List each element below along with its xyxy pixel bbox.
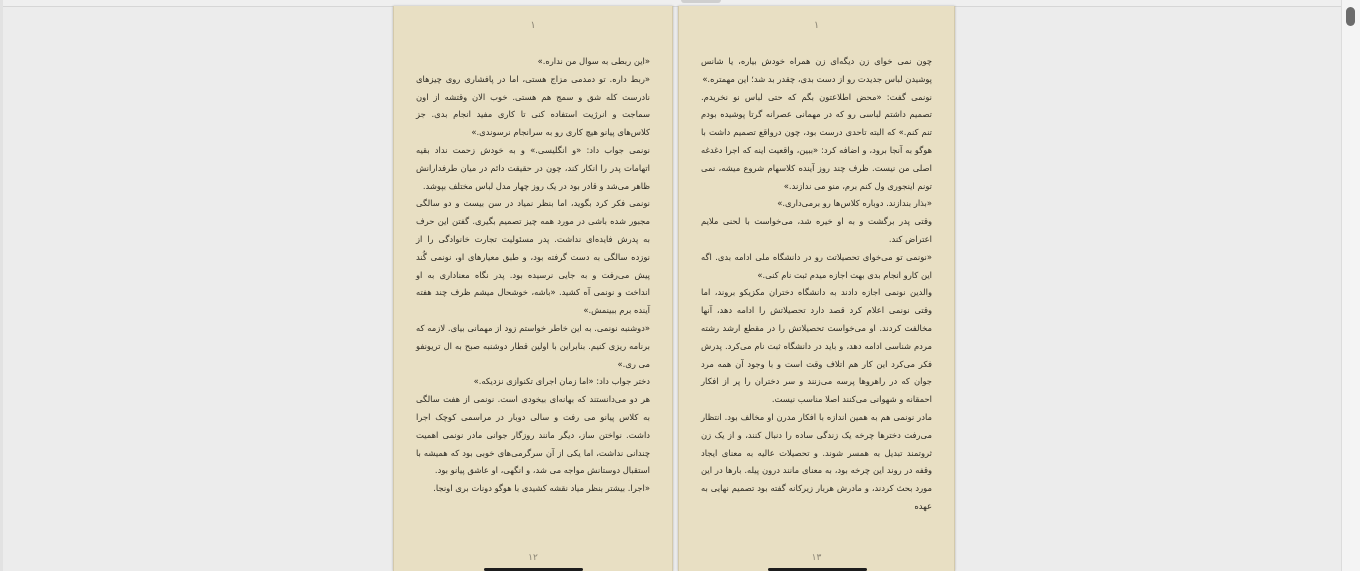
page-number: ١٢: [528, 553, 538, 563]
book-page-left: [393, 6, 673, 571]
vertical-scrollbar[interactable]: [1341, 0, 1360, 571]
book-page-right: [678, 6, 955, 571]
paragraph: «اجرا. بیشتر بنظر میاد نقشه کشیدی با هوگو دونات بری اونجا.: [433, 483, 650, 494]
paragraph: «بذار بندازند. دوباره کلاس‌ها رو برمی‌داری.»: [777, 198, 932, 209]
paragraph: دختر جواب داد: «اما زمان اجرای تکنوازی نزدیکه.»: [473, 376, 650, 387]
page-text-body: [701, 53, 932, 516]
top-handle[interactable]: [681, 0, 721, 3]
paragraph: «دوشنبه نونمی. به این خاطر خواستم زود از مهمانی بیای. لازمه که برنامه ریزی کنیم. بنابراین با اولین قطار دوشنبه صبح به ال تریونفو می ری.»: [416, 322, 650, 369]
paragraph: والدین نونمی اجازه دادند به دانشگاه دختران مکزیکو بروند، اما وقتی نونمی اعلام کرد قصد دارد تحصیلاتش را ادامه دهد، آنها مخالفت کردند. او می‌خواست تحصیلاتش را در مقطع ارشد رشته مردم شناسی ادامه دهد، و باید در دانشگاه ثبت نام می‌کرد. پدرش فکر می‌کرد این کار هم اتلاف وقت است و با وجود آن همه مرد جوان که در راهروها پرسه می‌زنند و سر دختران را پر از افکار احمقانه و شهوانی می‌کنند اصلا مناسب نیست.: [701, 287, 932, 405]
paragraph: نونمی فکر کرد بگوید، اما بنظر نمیاد در سن بیست و دو سالگی مجبور شده باشی در مورد همه چیز تصمیم بگیری. گفتن این حرف به پدرش فایده‌ای نداشت. پدر مسئولیت تجارت خانوادگی را از نوزده سالگی به دست گرفته بود، و طبق معیارهای او، نونمی گُند پیش می‌رفت و به جایی نرسیده بود. پدر نگاه معناداری به او انداخت و نونمی آه کشید. «باشه، خوشحال میشم ظرف چند هفته آینده برم ببینمش.»: [416, 198, 650, 316]
paragraph: مادر نونمی هم به همین اندازه با افکار مدرن او مخالف بود. انتظار می‌رفت دخترها چرخه یک زندگی ساده را دنبال کنند، و از یک زن ثروتمند تبدیل به همسر شوند. و تحصیلات عالیه به معنای ایجاد وقفه در روند این چرخه بود، به معنای مانند درون پیله. بارها در این مورد بحث کردند، و مادرش هربار زیرکانه گفته بود تصمیم نهایی به عهده: [701, 411, 932, 511]
paragraph: نونمی جواب داد: «و انگلیسی.» و به خودش زحمت نداد بقیه اتهامات پدر را انکار کند، چون در حقیقت دائم در میان طرفدارانش ظاهر می‌شد و قادر بود در یک روز چهار مدل لباس مختلف بپوشد.: [416, 144, 650, 191]
paragraph: نونمی گفت: «محض اطلاعتون بگم که حتی لباس نو نخریدم. تصمیم داشتم لباسی رو که در مهمانی عصرانه گرتا پوشیده بودم تنم کنم.» که البته تاحدی درست بود، چون درواقع تصمیم داشت با هوگو به آنجا برود، و اضافه کرد: «ببین، واقعیت اینه که اجرا دغدغه اصلی من نیست. ظرف چند روز آینده کلاسهام شروع میشه، نمی تونم اینجوری ول کنم برم، منو می ندازند.»: [701, 91, 932, 191]
page-header-number: ١: [530, 20, 536, 31]
page-header-number: ١: [813, 20, 820, 31]
paragraph: هر دو می‌دانستند که بهانه‌ای بیخودی است. نونمی از هفت سالگی به کلاس پیانو می رفت و سالی دوبار در مراسمی کوچک اجرا داشت. نواختن ساز، دیگر مانند روزگار جوانی مادر نونمی اهمیت چندانی نداشت، اما یکی از آن سرگرمی‌های خوبی بود که همیشه با استقبال دوستانش مواجه می شد، و انگهی، او عاشق پیانو بود.: [416, 394, 650, 476]
paragraph: «نونمی تو می‌خوای تحصیلاتت رو در دانشگاه ملی ادامه بدی. اگه این کارو انجام بدی بهت اجازه میدم ثبت نام کنی.»: [701, 251, 932, 280]
paragraph: «این ربطی به سوال من نداره.»: [537, 56, 650, 66]
paragraph: چون نمی خوای زن دیگه‌ای زن همراه خودش بیاره، یا شانس پوشیدن لباس جدیدت رو از دست بدی، چقدر بد شد؛ این مهمتره.»: [701, 56, 932, 84]
scrollbar-thumb[interactable]: [1346, 7, 1355, 26]
page-text-body: [416, 53, 650, 498]
paragraph: وقتی پدر برگشت و به او خیره شد، می‌خواست با لحنی ملایم اعتراض کند.: [701, 216, 932, 244]
page-number: ١٣: [811, 553, 822, 563]
paragraph: «ربط داره. تو دمدمی مزاج هستی، اما در پافشاری روی چیزهای نادرست کله شق و سمج هم هستی. خوب الان وقتشه از اون سماجت و انرژیت استفاده کنی تا کاری مفید انجام بدی. جز کلاس‌های پیانو هیچ کاری رو به سرانجام نرسوندی.»: [416, 73, 650, 138]
